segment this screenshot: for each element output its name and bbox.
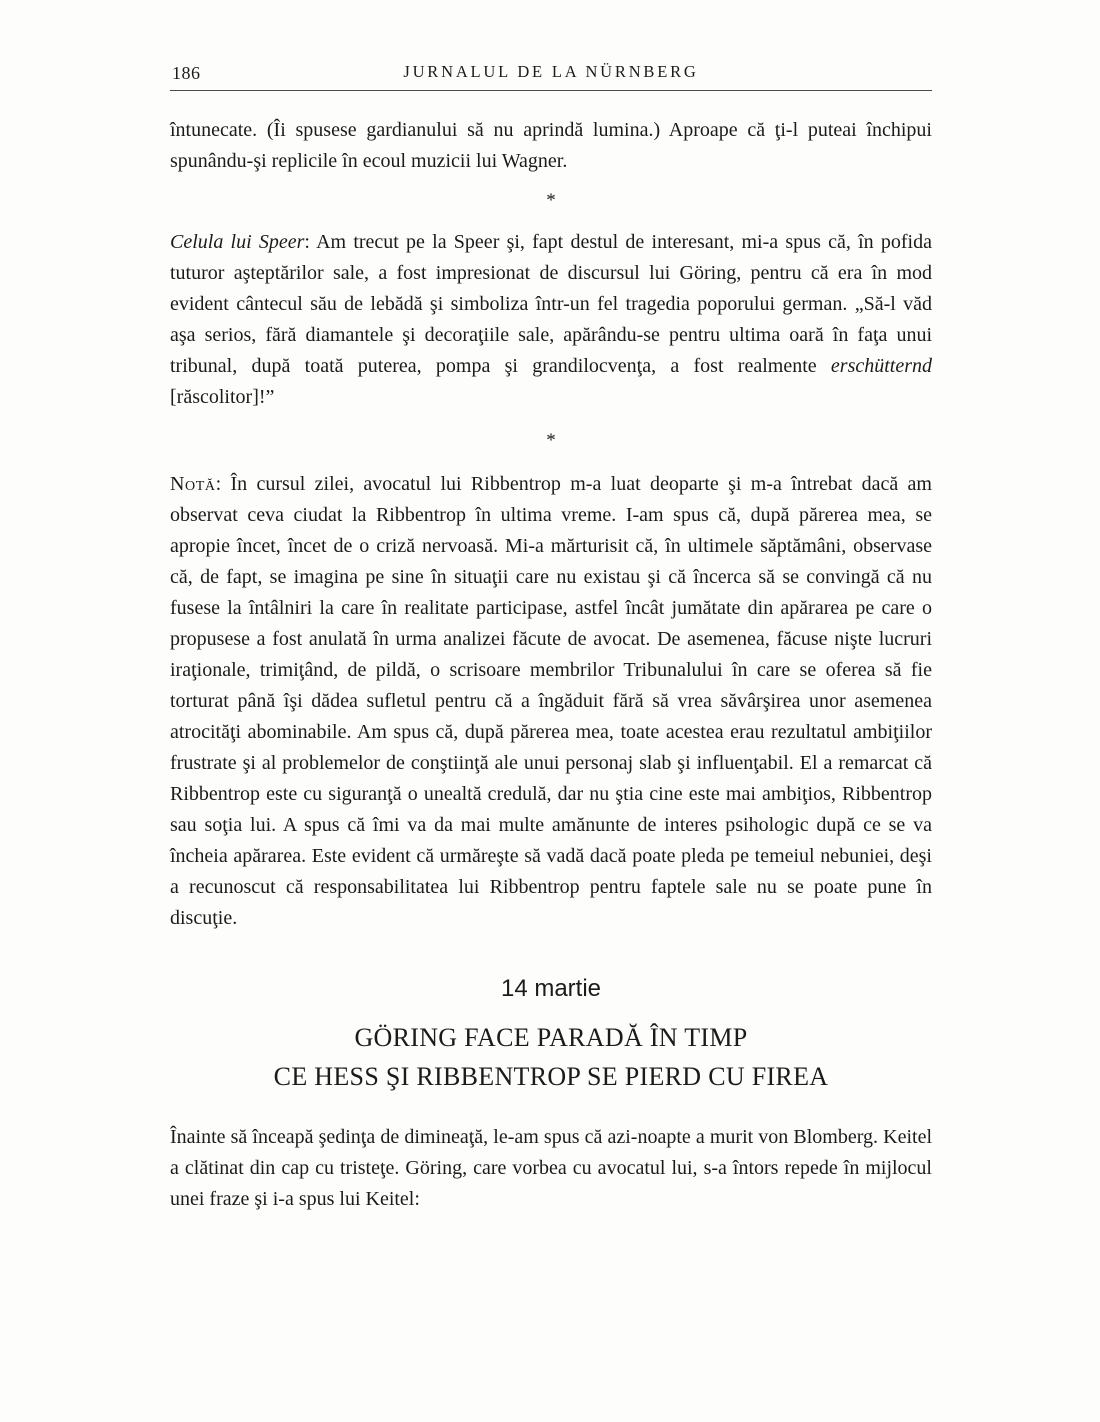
paragraph-text: : Am trecut pe la Speer şi, fapt destul de interesant, mi-a spus că, în pofida tuturor aşteptărilor sale, a fost impresionat de discursul lui Göring, pentru că era în mod evident cântecul său de lebădă şi simboliza într-un fel tragedia poporului german. „Să-l văd aşa serios, fără diamantele şi decoraţiile sale, apărându-se pentru ultima oară în faţa unui tribunal, după toată puterea, pompa şi grandilocvenţa, a fost realmente <box>170 231 932 377</box>
note-label: Notă <box>170 473 216 495</box>
paragraph-blomberg: Înainte să înceapă şedinţa de dimineaţă, le-am spus că azi-noapte a murit von Blomberg. Keitel a clătinat din cap cu tristeţe. Göring, care vorbea cu avocatul lui, s-a întors repede în mijlocul unei fraze şi i-a spus lui Keitel: <box>170 1126 932 1210</box>
section-separator-star: * <box>546 190 556 211</box>
section-separator-star: * <box>546 430 556 451</box>
emphasis-german-word: erschütternd <box>830 355 932 377</box>
paragraph-lead-italic: Celula lui Speer <box>170 231 305 253</box>
paragraph-speer-cell <box>170 227 932 413</box>
running-title: JURNALUL DE LA NÜRNBERG <box>403 62 699 81</box>
paragraph-text: [răscolitor]!” <box>170 386 275 408</box>
chapter-title-line1: GÖRING FACE PARADĂ ÎN TIMP <box>354 1023 748 1052</box>
paragraph-continuation: întunecate. (Îi spusese gardianului să nu aprindă lumina.) Aproape că ţi-l puteai închipui spunându-şi replicile în ecoul muzicii lui Wagner. <box>170 119 932 172</box>
page-number: 186 <box>172 63 201 83</box>
paragraph-note <box>170 469 932 934</box>
section-date-heading: 14 martie <box>500 975 602 1002</box>
page-content <box>170 62 932 1215</box>
paragraph-text: : În cursul zilei, avocatul lui Ribbentrop m-a luat deoparte şi m-a întrebat dacă am observat ceva ciudat la Ribbentrop în ultima vreme. I-am spus că, după părerea mea, se apropie încet, încet de o criză nervoasă. Mi-a mărturisit că, în ultimele săptămâni, observase că, de fapt, se imagina pe sine în situaţii care nu existau şi că încerca să se convingă că nu fusese la întâlniri la care în realitate participase, astfel încât jumătate din apărarea pe care o propusese a fost anulată în urma analizei făcute de avocat. De asemenea, făcuse nişte lucruri iraţionale, trimiţând, de pildă, o scrisoare membrilor Tribunalului în care se oferea să fie torturat până îşi dădea sufletul pentru că a îngăduit fără să vrea săvârşirea unor asemenea atrocităţi abominabile. Am spus că, după părerea mea, toate acestea erau rezultatul ambiţiilor frustrate şi al problemelor de conştiinţă ale unui personaj slab şi influenţabil. El a remarcat că Ribbentrop este cu siguranţă o unealtă credulă, dar nu ştia cine este mai ambiţios, Ribbentrop sau soţia lui. A spus că îmi va da mai multe amănunte de interes psihologic după ce se va încheia apărarea. Este evident că urmăreşte să vadă dacă poate pleda pe temeiul nebuniei, deşi a recunoscut că responsabilitatea lui Ribbentrop pentru faptele sale nu se poate pune în discuţie. <box>170 473 932 929</box>
chapter-title <box>170 1018 932 1096</box>
page-header <box>170 62 932 91</box>
page-body <box>170 115 932 1215</box>
chapter-title-line2: CE HESS ŞI RIBBENTROP SE PIERD CU FIREA <box>273 1062 829 1091</box>
